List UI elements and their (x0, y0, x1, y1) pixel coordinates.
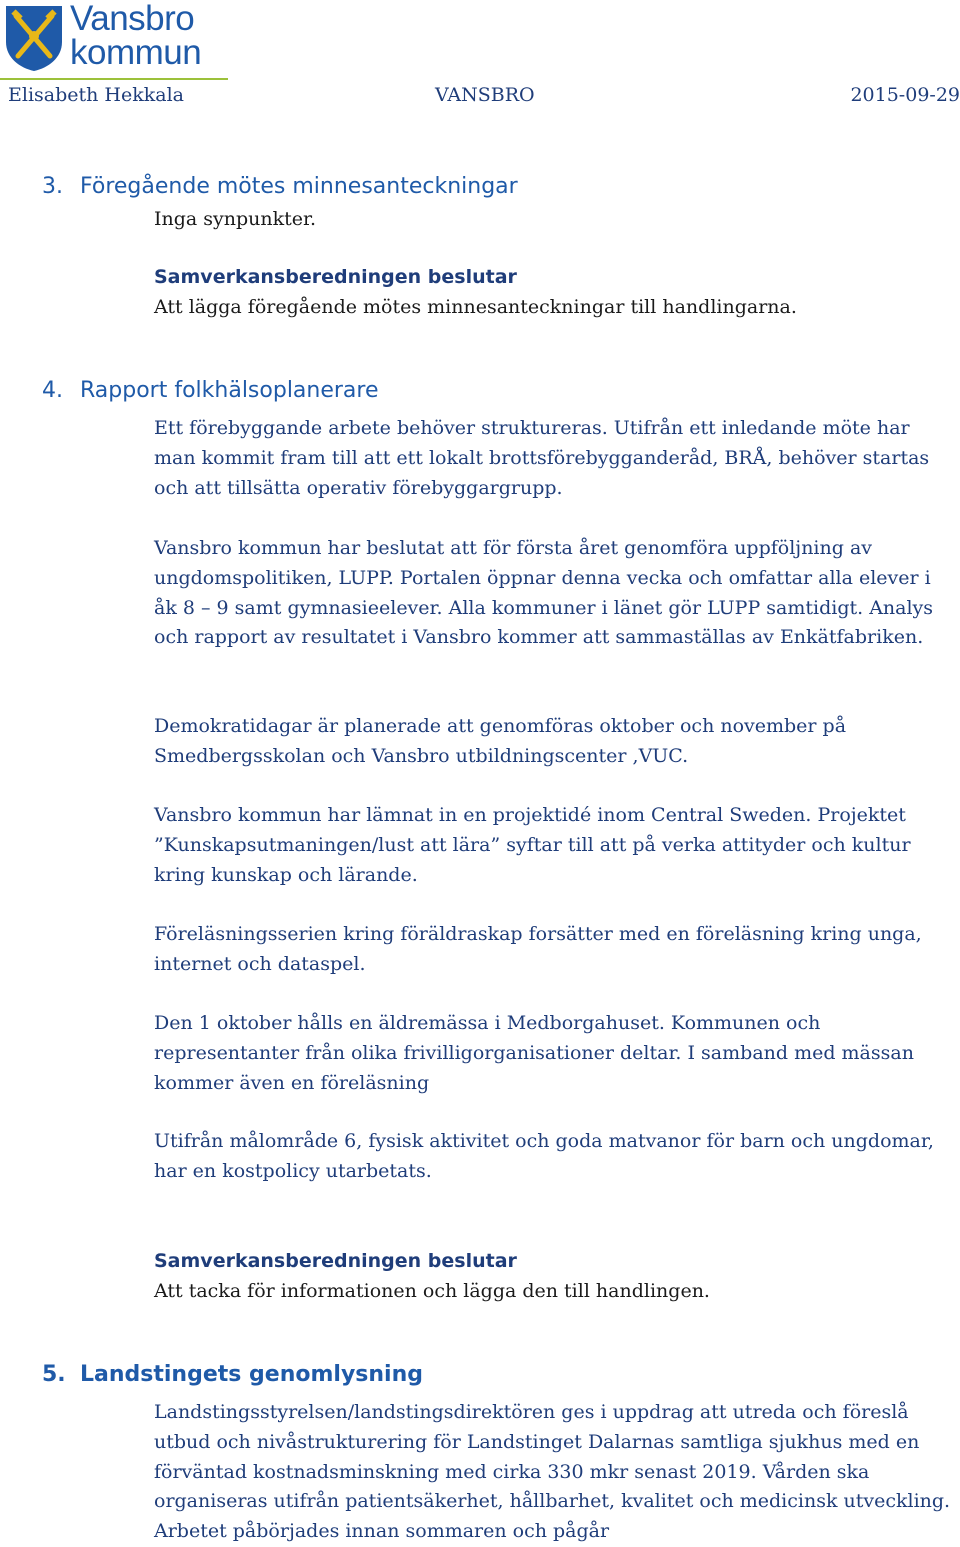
paragraph-text: Föreläsningsserien kring föräldraskap forsätter med en föreläsning kring unga, internet och dataspel. (154, 923, 922, 975)
section-3-note (154, 204, 954, 234)
section-4-paragraph-2 (154, 534, 954, 653)
decision-text: Att tacka för informationen och lägga den till handlingen. (154, 1280, 710, 1302)
logo-underline (0, 78, 228, 80)
section-4-paragraph-7 (154, 1127, 954, 1187)
section-title: Rapport folkhälsoplanerare (80, 378, 379, 403)
paragraph-text: Ett förebyggande arbete behöver struktureras. Utifrån ett inledande möte har man kommit fram till att ett lokalt brottsförebygganderåd, BRÅ, behöver startas och att tillsätta operativ förebyggargrupp. (154, 417, 930, 499)
header-meta (8, 84, 960, 112)
section-3-heading (42, 172, 518, 202)
place-name: VANSBRO (435, 84, 535, 106)
section-5-heading (42, 1360, 423, 1390)
section-4-paragraph-5 (154, 920, 954, 980)
vansbro-kommun-logo (4, 2, 232, 76)
paragraph-text: Vansbro kommun har beslutat att för första året genomföra uppföljning av ungdomspolitiken, LUPP. Portalen öppnar denna vecka och omfattar alla elever i åk 8 – 9 samt gymnasieelever. Alla kommuner i länet gör LUPP samtidigt. Analys och rapport av resultatet i Vansbro kommer att sammaställas av Enkätfabriken. (154, 537, 934, 649)
section-4-paragraph-3 (154, 712, 954, 772)
decision-heading: Samverkansberedningen beslutar (154, 266, 517, 288)
section-number: 4. (42, 378, 63, 403)
section-title: Landstingets genomlysning (80, 1362, 423, 1387)
decision-text: Att lägga föregående mötes minnesanteckningar till handlingarna. (154, 296, 797, 318)
section-5-paragraph (154, 1398, 954, 1547)
author-name: Elisabeth Hekkala (8, 84, 184, 106)
logo-wordmark-line1: Vansbro (70, 0, 195, 38)
section-4-decision (154, 1246, 954, 1306)
paragraph-text: Demokratidagar är planerade att genomföras oktober och november på Smedbergsskolan och Vansbro utbildningscenter ,VUC. (154, 715, 847, 767)
letterhead (0, 0, 960, 120)
section-number: 5. (42, 1362, 66, 1387)
note-text: Inga synpunkter. (154, 208, 317, 230)
section-number: 3. (42, 174, 63, 199)
section-title: Föregående mötes minnesanteckningar (80, 174, 518, 199)
municipal-shield-icon (4, 4, 64, 72)
section-4-paragraph-1 (154, 414, 954, 503)
section-4-paragraph-6 (154, 1009, 954, 1098)
paragraph-text: Vansbro kommun har lämnat in en projektidé inom Central Sweden. Projektet ”Kunskapsutmaningen/lust att lära” syftar till att på verka attityder och kultur kring kunskap och lärande. (154, 804, 911, 886)
section-4-heading (42, 376, 379, 406)
decision-heading: Samverkansberedningen beslutar (154, 1250, 517, 1272)
section-4-paragraph-4 (154, 801, 954, 890)
document-date: 2015-09-29 (850, 84, 960, 106)
paragraph-text: Den 1 oktober hålls en äldremässa i Medborgahuset. Kommunen och representanter från olika frivilligorganisationer deltar. I samband med mässan kommer även en föreläsning (154, 1012, 914, 1094)
paragraph-text: Landstingsstyrelsen/landstingsdirektören ges i uppdrag att utreda och föreslå utbud och nivåstrukturering för Landstinget Dalarnas samtliga sjukhus med en förväntad kostnadsminskning med cirka 330 mkr senast 2019. Vården ska organiseras utifrån patientsäkerhet, hållbarhet, kvalitet och medicinsk utveckling. Arbetet påbörjades innan sommaren och pågår (154, 1401, 951, 1543)
paragraph-text: Utifrån målområde 6, fysisk aktivitet och goda matvanor för barn och ungdomar, har en kostpolicy utarbetats. (154, 1130, 934, 1182)
logo-wordmark-line2: kommun (70, 33, 202, 72)
section-3-decision (154, 262, 954, 322)
